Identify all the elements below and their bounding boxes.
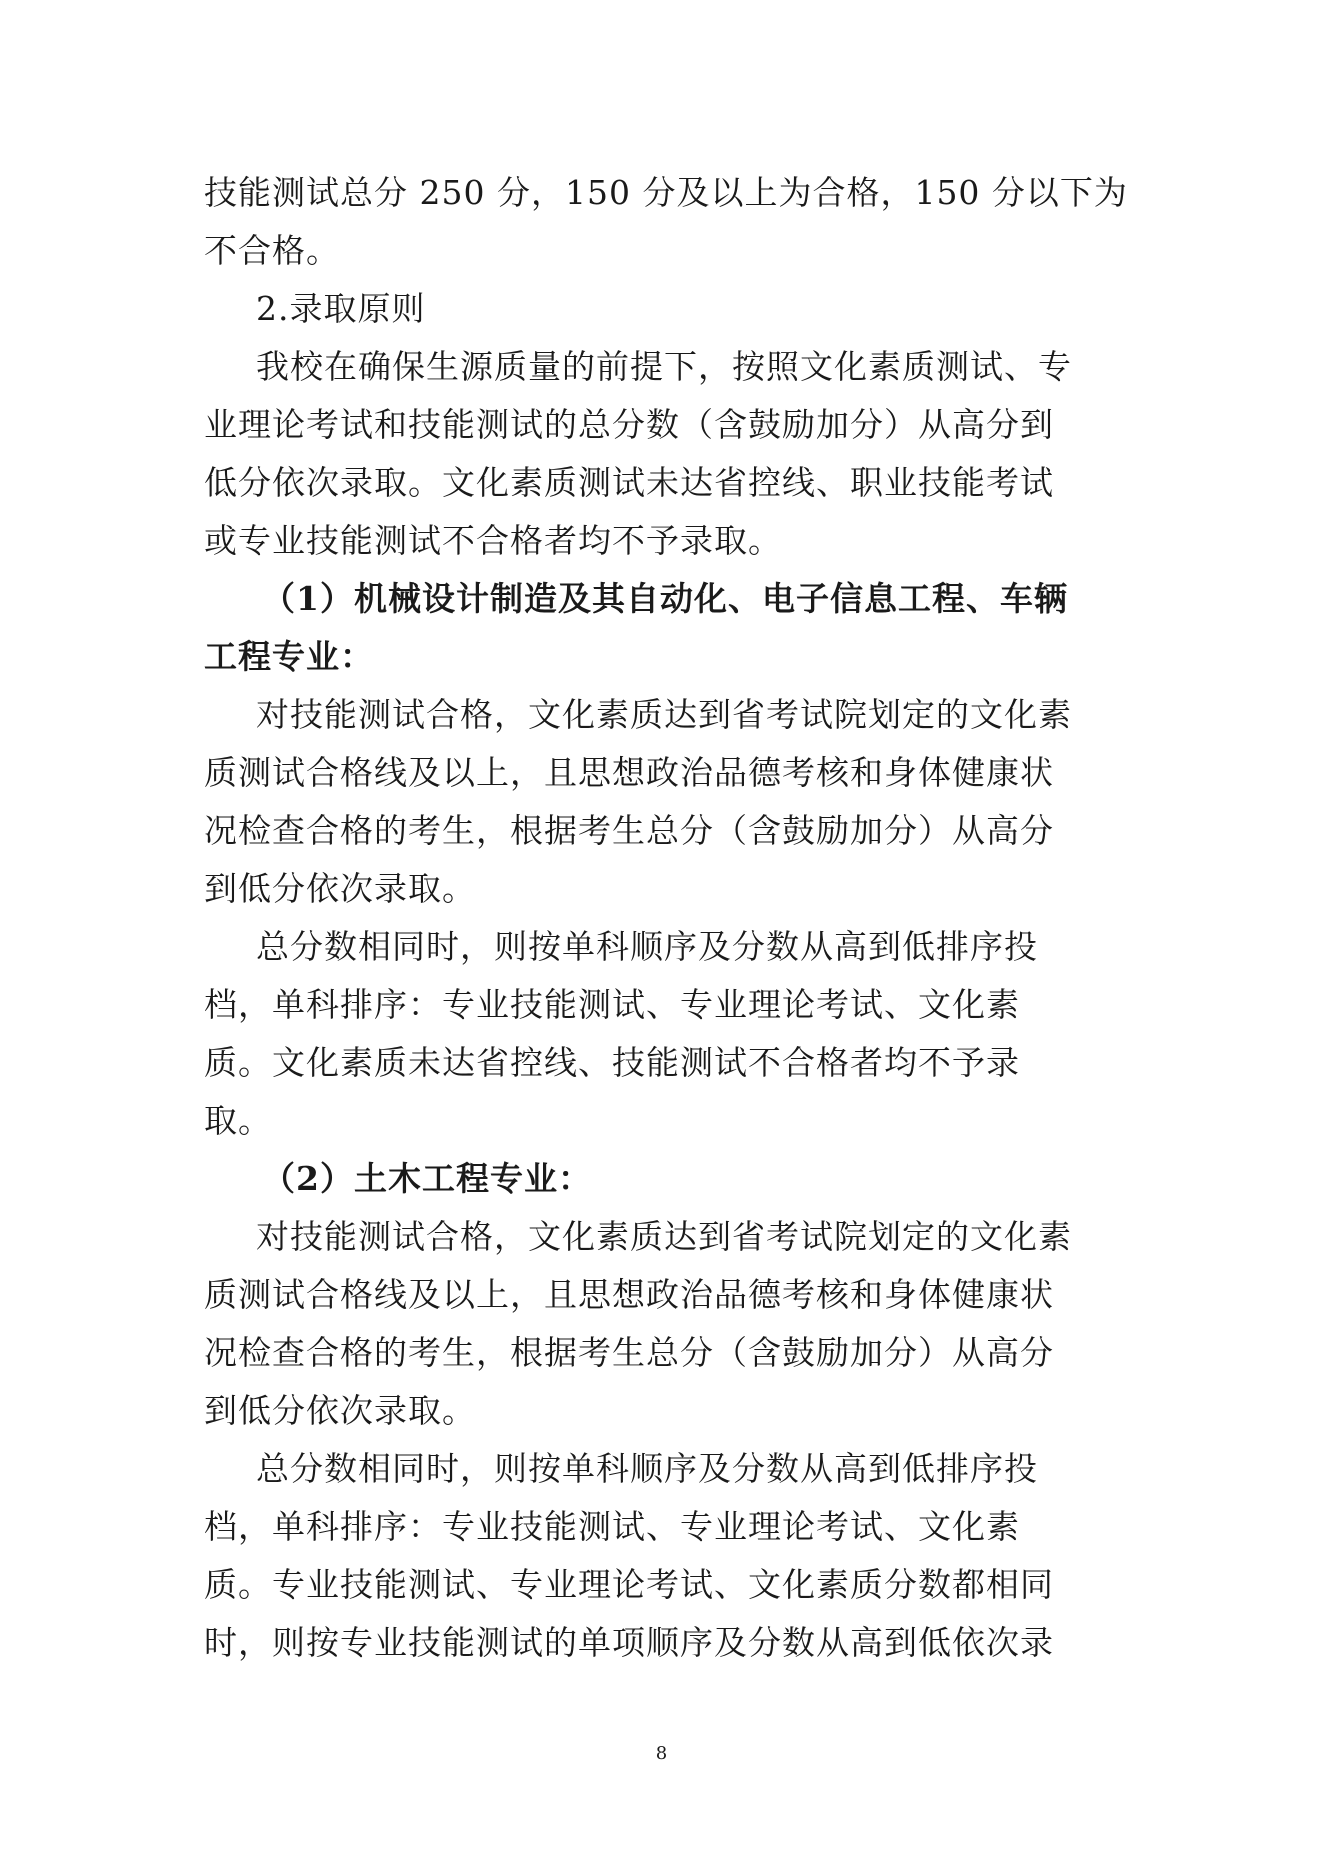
- body-text-line: 对技能测试合格，文化素质达到省考试院划定的文化素: [256, 1217, 1072, 1256]
- body-text-line: 档，单科排序：专业技能测试、专业理论考试、文化素: [204, 985, 1020, 1024]
- section-heading: 2.录取原则: [256, 289, 426, 328]
- body-text-line: 况检查合格的考生，根据考生总分（含鼓励加分）从高分: [204, 1333, 1054, 1372]
- body-text-line: 业理论考试和技能测试的总分数（含鼓励加分）从高分到: [204, 405, 1054, 444]
- page-number: 8: [655, 1743, 668, 1764]
- body-text-line: 质测试合格线及以上，且思想政治品德考核和身体健康状: [204, 753, 1054, 792]
- body-text-line: 或专业技能测试不合格者均不予录取。: [204, 521, 782, 560]
- body-text-line: 到低分依次录取。: [204, 1391, 476, 1430]
- body-text-line: 总分数相同时，则按单科顺序及分数从高到低排序投: [256, 927, 1038, 966]
- subsection-heading: （1）机械设计制造及其自动化、电子信息工程、车辆: [262, 579, 1068, 618]
- subsection-heading: 工程专业：: [204, 637, 374, 676]
- body-text-line: 取。: [204, 1101, 272, 1140]
- body-text-line: 不合格。: [204, 231, 340, 270]
- body-text-line: 我校在确保生源质量的前提下，按照文化素质测试、专: [256, 347, 1072, 386]
- body-text-line: 技能测试总分 250 分，150 分及以上为合格，150 分以下为: [204, 173, 1128, 212]
- body-text-line: 时，则按专业技能测试的单项顺序及分数从高到低依次录: [204, 1623, 1054, 1662]
- body-text-line: 况检查合格的考生，根据考生总分（含鼓励加分）从高分: [204, 811, 1054, 850]
- subsection-heading: （2）土木工程专业：: [262, 1159, 592, 1198]
- body-text-line: 质。文化素质未达省控线、技能测试不合格者均不予录: [204, 1043, 1020, 1082]
- body-text-line: 质测试合格线及以上，且思想政治品德考核和身体健康状: [204, 1275, 1054, 1314]
- body-text-line: 到低分依次录取。: [204, 869, 476, 908]
- body-text-line: 对技能测试合格，文化素质达到省考试院划定的文化素: [256, 695, 1072, 734]
- body-text-line: 总分数相同时，则按单科顺序及分数从高到低排序投: [256, 1449, 1038, 1488]
- body-text-line: 档，单科排序：专业技能测试、专业理论考试、文化素: [204, 1507, 1020, 1546]
- body-text-line: 低分依次录取。文化素质测试未达省控线、职业技能考试: [204, 463, 1054, 502]
- body-text-line: 质。专业技能测试、专业理论考试、文化素质分数都相同: [204, 1565, 1054, 1604]
